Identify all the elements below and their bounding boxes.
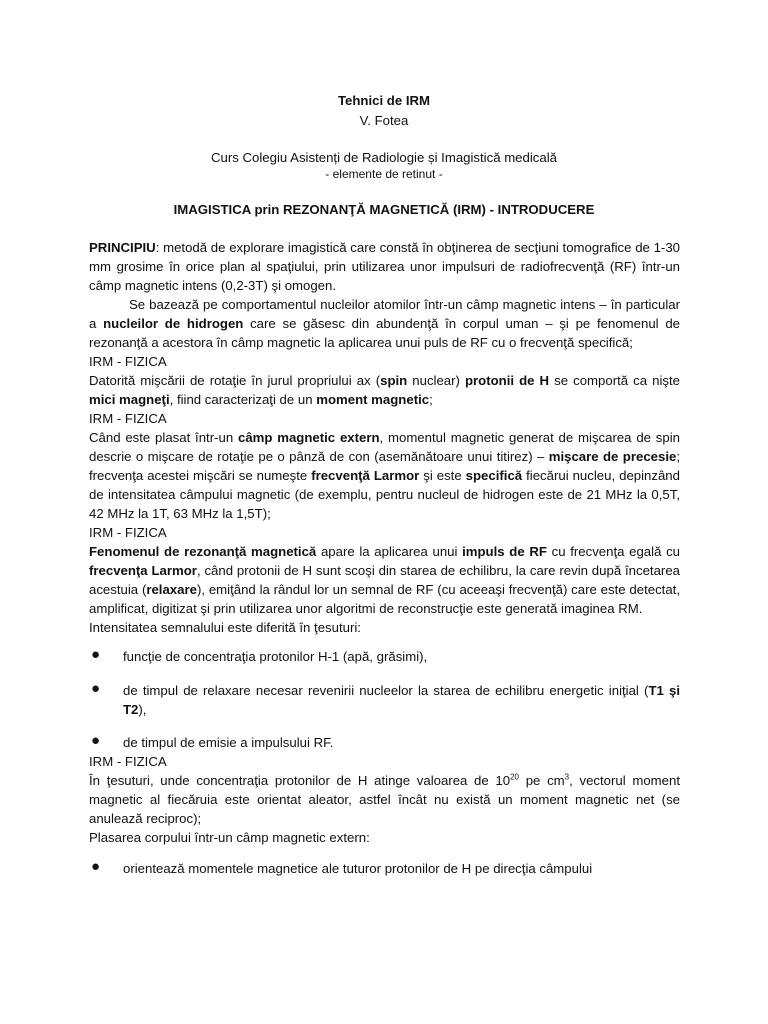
paragraph-rezonanta: Fenomenul de rezonanţă magnetică apare la aplicarea unui impuls de RF cu frecvenţa egală cu frecvenţa Larmor, când protonii de H sunt scoşi din starea de echilibru, la care revin după încetarea acestuia (relaxare), emiţând la rândul lor un semnal de RF (cu aceeaşi frecvenţă) care este detectat, amplificat, digitizat şi prin utilizarea unor algoritmi de reconstrucţie este generată imaginea RM. <box>89 544 681 616</box>
paragraph-plasare: Plasarea corpului într-un câmp magnetic extern: <box>89 830 370 845</box>
label-irm-fizica: IRM - FIZICA <box>89 354 167 369</box>
bullet-icon: ● <box>91 680 101 697</box>
list-item: ● de timpul de relaxare necesar revenirii nucleelor la starea de echilibru energetic iniţial (T1 şi T2), <box>91 680 681 717</box>
doc-title: Tehnici de IRM <box>337 93 431 108</box>
paragraph-tesuturi: În ţesuturi, unde concentraţia protonilor de H atinge valoarea de $10^{20}$ pe $cm^3$, vectorul moment magnetic al fiecăruia este orientat aleator, astfel încât nu există un moment magnetic net (se anulează reciproc); <box>89 772 680 826</box>
label-irm-fizica: IRM - FIZICA <box>89 525 167 540</box>
paragraph-principiu: PRINCIPIU: metodă de explorare imagistică care constă în obţinerea de secţiuni tomografice de 1-30 mm grosime în orice plan al spaţiului, prin utilizarea unor impulsuri de radiofrecvenţă (RF) într-un câmp magnetic intens (0,2-3T) şi omogen. <box>89 240 680 293</box>
doc-course: Curs Colegiu Asistenți de Radiologie și Imagistică medicală <box>211 150 557 165</box>
list-item: ● orientează momentele magnetice ale tuturor protonilor de H pe direcţia câmpului <box>91 858 593 876</box>
paragraph-intensitate: Intensitatea semnalului este diferită în ţesuturi: <box>89 620 361 635</box>
label-irm-fizica: IRM - FIZICA <box>89 754 167 769</box>
paragraph-precesie: Când este plasat într-un câmp magnetic extern, momentul magnetic generat de mişcarea de spin descrie o mişcare de rotaţie pe o pânză de con (asemănătoare unui titirez) – mişcare de precesie; frecvenţa acestei mişcări se numeşte frecvenţă Larmor şi este specifică fiecărui nucleu, depinzând de intensitatea câmpului magnetic (de exemplu, pentru nucleul de hidrogen este de 21 MHz la 0,5T, 42 MHz la 1T, 63 MHz la 1,5T); <box>89 430 680 521</box>
doc-subtitle: - elemente de retinut - <box>325 167 443 181</box>
bullet-icon: ● <box>91 858 101 875</box>
principiu-label: PRINCIPIU <box>89 240 156 255</box>
paragraph-hidrogen: Se bazează pe comportamentul nucleilor atomilor într-un câmp magnetic intens – în particular a nucleilor de hidrogen care se găsesc din abundenţă în corpul uman – şi pe fenomenul de rezonanţă a acestora în câmp magnetic la aplicarea unui puls de RF cu o frecvenţă specifică; <box>89 297 681 350</box>
bullet-icon: ● <box>91 732 101 749</box>
list-item: ● funcţie de concentraţia protonilor H-1 (apă, grăsimi), <box>91 646 428 664</box>
list-item: ● de timpul de emisie a impulsului RF. <box>91 732 334 750</box>
section-heading: IMAGISTICA prin REZONANŢĂ MAGNETICĂ (IRM) - INTRODUCERE <box>173 202 595 217</box>
label-irm-fizica: IRM - FIZICA <box>89 411 167 426</box>
document-body <box>89 238 680 878</box>
doc-author: V. Fotea <box>359 113 409 128</box>
bullet-icon: ● <box>91 646 101 663</box>
paragraph-spin: Datorită mişcării de rotaţie în jurul propriului ax (spin nuclear) protonii de H se comportă ca nişte mici magneţi, fiind caracterizaţi de un moment magnetic; <box>89 373 680 407</box>
